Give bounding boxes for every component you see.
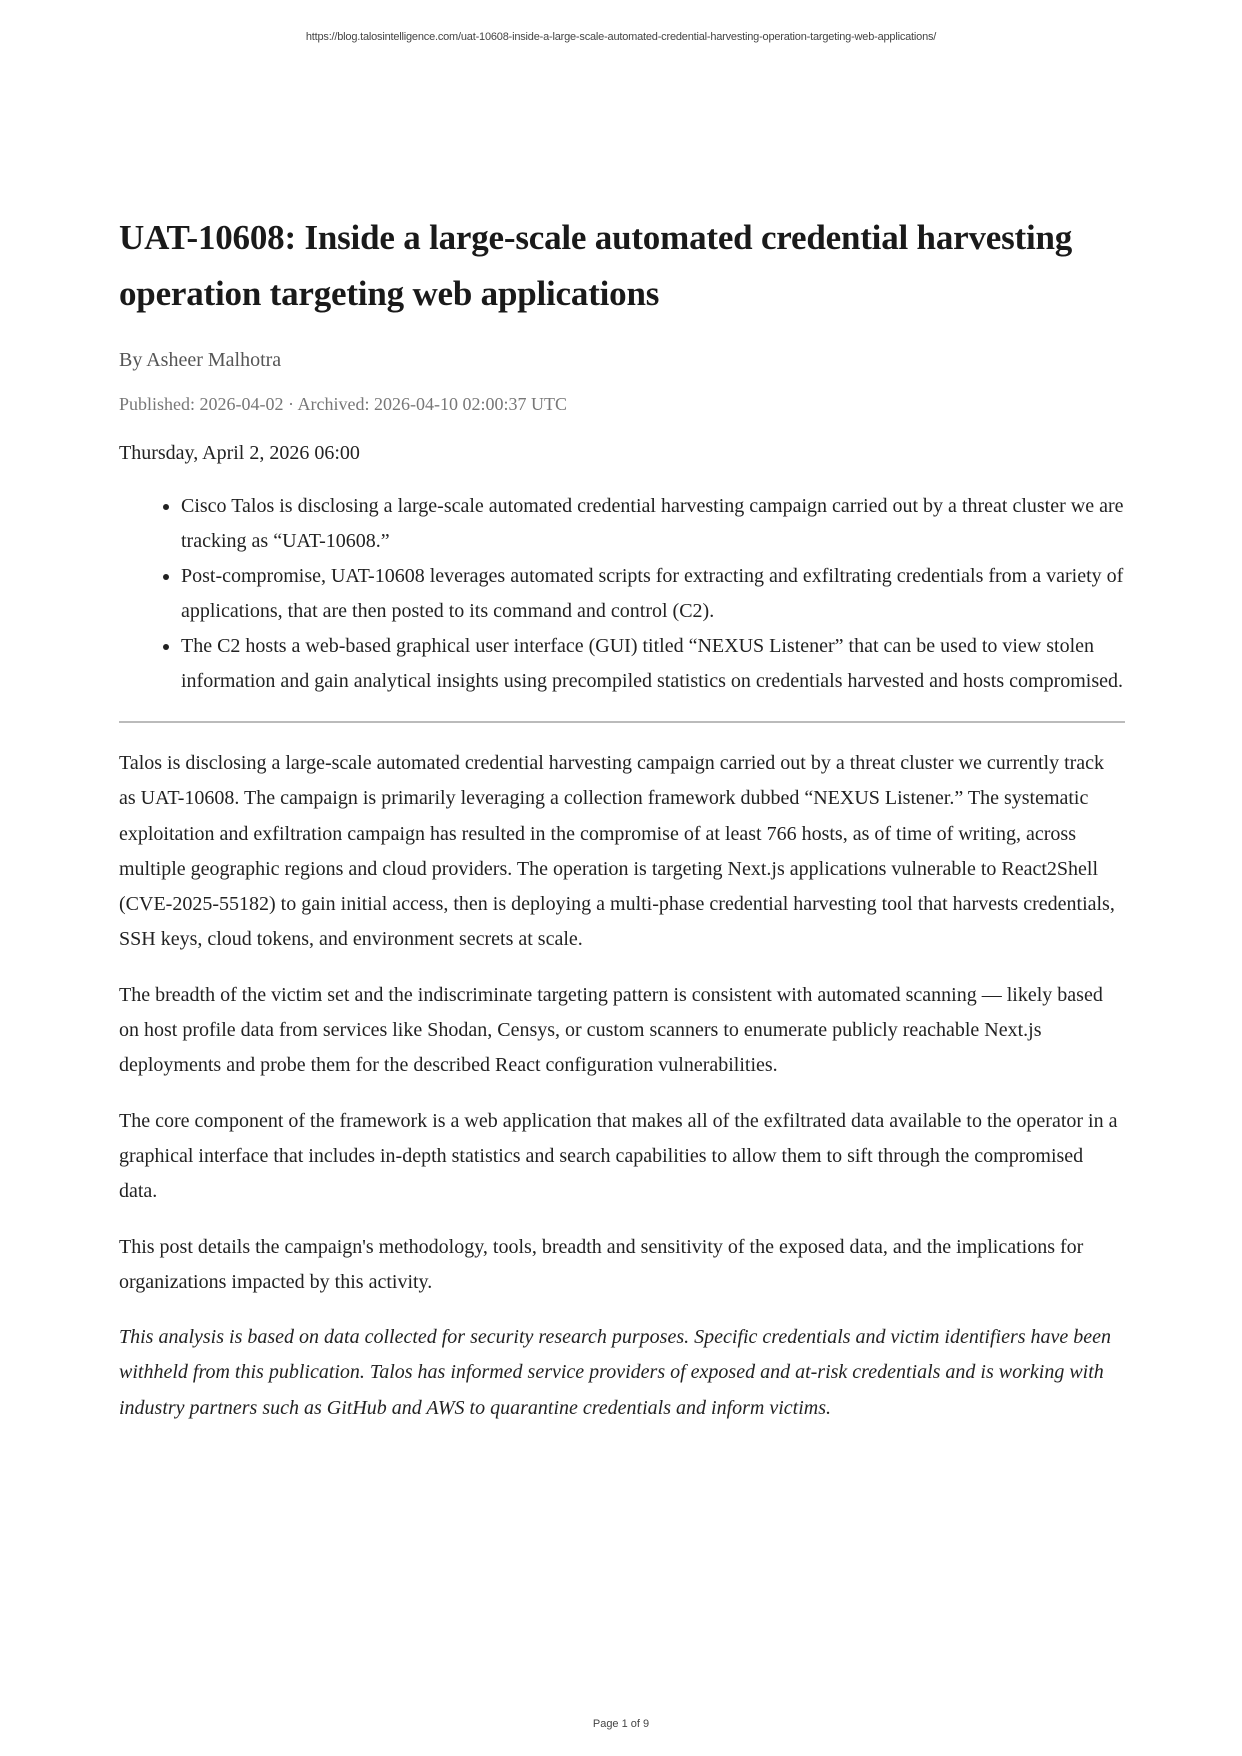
author-byline: By Asheer Malhotra: [119, 349, 282, 371]
summary-item: • The C2 hosts a web-based graphical user interface (GUI) titled “NEXUS Listener” that can be used to view stolen information and gain analytical insights using precompiled statistics on credentials harvested and hosts compromised.: [181, 629, 1125, 699]
body-paragraph: Talos is disclosing a large-scale automated credential harvesting campaign carried out by a threat cluster we currently track as UAT-10608. The campaign is primarily leveraging a collection framework dubbed “NEXUS Listener.” The systematic exploitation and exfiltration campaign has resulted in the compromise of at least 766 hosts, as of time of writing, across multiple geographic regions and cloud providers. The operation is targeting Next.js applications vulnerable to React2Shell (CVE-2025-55182) to gain initial access, then is deploying a multi-phase credential harvesting tool that harvests credentials, SSH keys, cloud tokens, and environment secrets at scale.: [119, 752, 1115, 951]
page-number: Page 1 of 9: [592, 1718, 650, 1730]
section-divider: [119, 721, 1125, 723]
publication-meta: Published: 2026-04-02 · Archived: 2026-04-10 02:00:37 UTC: [119, 394, 567, 414]
body-paragraph: The core component of the framework is a web application that makes all of the exfiltrated data available to the operator in a graphical interface that includes in-depth statistics and search capabilities to allow them to sift through the compromised data.: [119, 1109, 1118, 1203]
body-paragraph: This post details the campaign's methodology, tools, breadth and sensitivity of the exposed data, and the implications for organizations impacted by this activity.: [119, 1235, 1084, 1293]
article-body: [119, 746, 1125, 1426]
page-url-header: https://blog.talosintelligence.com/uat-10608-inside-a-large-scale-automated-credential-harvesting-operation-targeting-web-applications/: [305, 31, 937, 43]
article-dateline: Thursday, April 2, 2026 06:00: [119, 442, 360, 464]
article: [119, 210, 1125, 1426]
summary-list: [119, 489, 1125, 699]
summary-item: • Cisco Talos is disclosing a large-scale automated credential harvesting campaign carried out by a threat cluster we are tracking as “UAT-10608.”: [181, 489, 1125, 559]
disclaimer-paragraph: This analysis is based on data collected for security research purposes. Specific credentials and victim identifiers have been withheld from this publication. Talos has informed service providers of exposed and at-risk credentials and is working with industry partners such as GitHub and AWS to quarantine credentials and inform victims.: [119, 1326, 1112, 1419]
body-paragraph: The breadth of the victim set and the indiscriminate targeting pattern is consistent with automated scanning — likely based on host profile data from services like Shodan, Censys, or custom scanners to enumerate publicly reachable Next.js deployments and probe them for the described React configuration vulnerabilities.: [119, 983, 1103, 1077]
article-title: UAT-10608: Inside a large-scale automated credential harvesting operation targeting web applications: [119, 218, 1073, 313]
summary-item: • Post-compromise, UAT-10608 leverages automated scripts for extracting and exfiltrating credentials from a variety of applications, that are then posted to its command and control (C2).: [181, 559, 1125, 629]
